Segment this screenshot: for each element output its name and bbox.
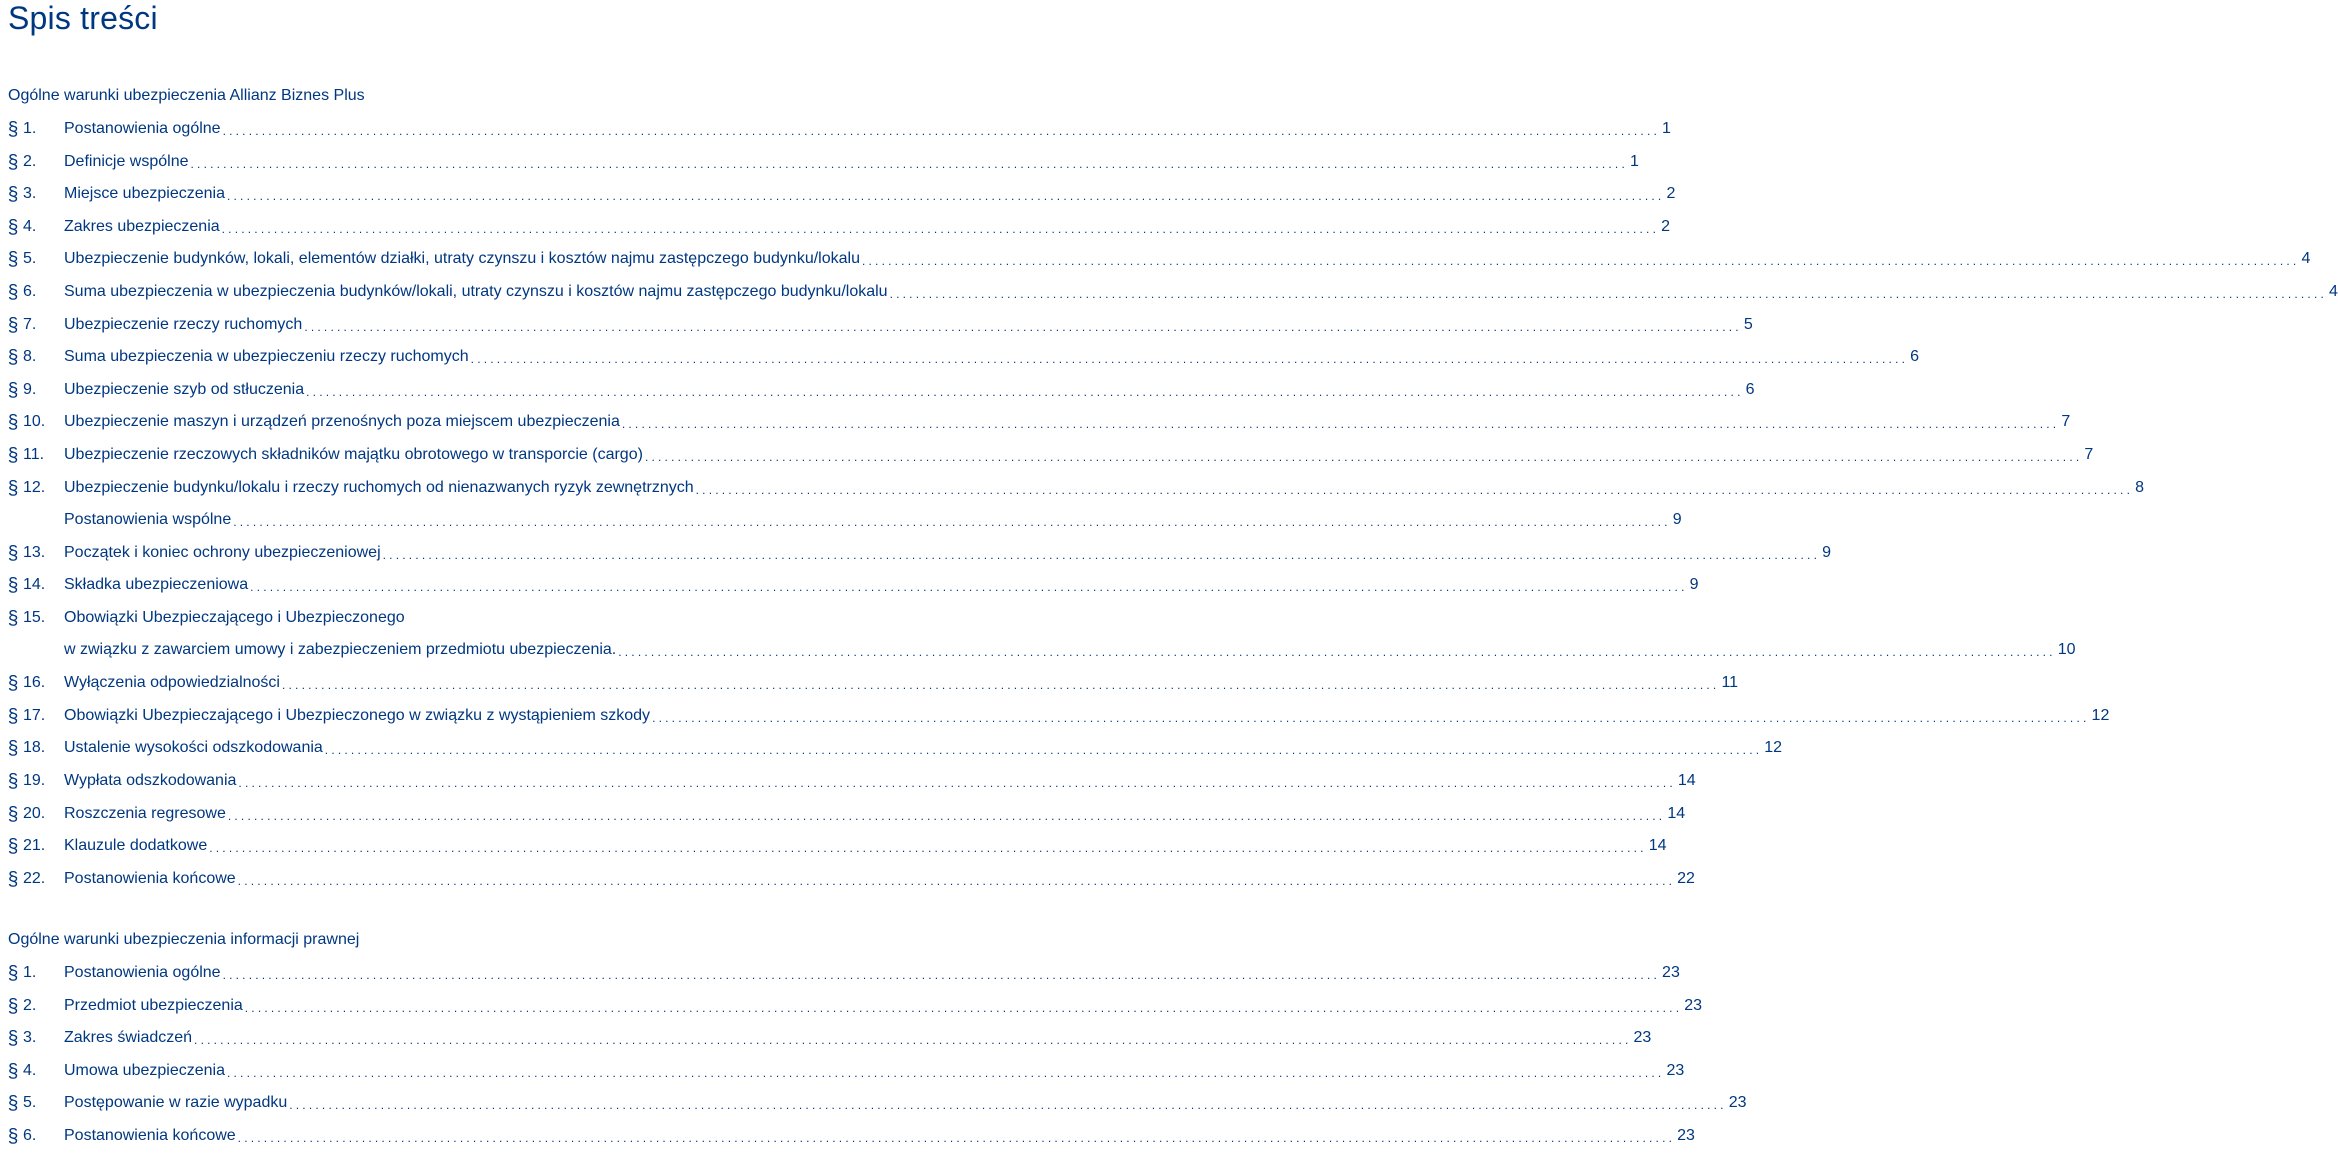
toc-entry-label: Suma ubezpieczenia w ubezpieczeniu rzeczy ruchomych [64,348,469,365]
toc-entry[interactable] [0,445,2094,477]
toc-entry-page: 4 [2301,250,2311,267]
toc-entry[interactable] [0,869,1695,901]
dot-leader: ............................................................................................................................................................................................................................ [227,809,1666,823]
toc-entry-number: 13. [23,544,46,561]
toc-entry-label: Postępowanie w razie wypadku [64,1094,288,1111]
toc-entry-page: 12 [1764,739,1783,756]
toc-entry-number: 11. [23,446,45,463]
toc-entry-page: 14 [1677,772,1696,789]
toc-entry-label: Ustalenie wysokości odszkodowania [64,739,323,756]
dot-leader: ............................................................................................................................................................................................................................ [382,548,1821,562]
section-symbol: § [7,836,19,857]
toc-entry[interactable] [0,510,1682,542]
toc-entry-label: Ubezpieczenie rzeczy ruchomych [64,316,303,333]
toc-entry-label: Klauzule dodatkowe [64,837,208,854]
toc-entry-number: 6. [23,1127,37,1144]
toc-entry-label: Ubezpieczenie budynku/lokalu i rzeczy ruchomych od nienazwanych ryzyk zewnętrznych [64,479,694,496]
toc-entry-page: 23 [1666,1062,1685,1079]
dot-leader: ............................................................................................................................................................................................................................ [470,352,1909,366]
toc-entry-number: 17. [23,707,46,724]
toc-entry-line [64,347,1920,367]
toc-entry-label: Przedmiot ubezpieczenia [64,997,243,1014]
toc-entry-number: 5. [23,1094,37,1111]
toc-entry-line [64,836,1667,856]
toc-entry-line [64,478,2145,498]
toc-entry-line [64,640,2076,660]
toc-entry-line [64,771,1696,791]
toc-entry-label: Wypłata odszkodowania [64,772,237,789]
toc-entry[interactable] [0,1028,1652,1060]
toc-entry-line [64,1126,1695,1146]
dot-leader: ............................................................................................................................................................................................................................ [618,645,2056,659]
toc-entry-label: Postanowienia ogólne [64,964,221,981]
toc-entry-page: 14 [1648,837,1667,854]
section-symbol: § [7,347,19,368]
dot-leader: ............................................................................................................................................................................................................................ [237,874,1676,888]
toc-entry-number: 1. [23,120,37,137]
toc-entry-line [64,412,2071,432]
toc-entry[interactable] [0,217,1671,249]
section-symbol: § [7,738,19,759]
dot-leader: ............................................................................................................................................................................................................................ [889,287,2328,301]
section-symbol: § [7,575,19,596]
section-symbol: § [7,184,19,205]
toc-entry-label: Definicje wspólne [64,153,189,170]
toc-entry-number: 8. [23,348,37,365]
toc-entry-label: w związku z zawarciem umowy i zabezpieczeniem przedmiotu ubezpieczenia. [64,641,617,658]
toc-entry[interactable] [0,706,2110,738]
section-symbol: § [7,315,19,336]
toc-entry-page: 10 [2057,641,2076,658]
toc-entry[interactable] [0,412,2071,444]
toc-entry[interactable] [0,347,1920,379]
dot-leader: ............................................................................................................................................................................................................................ [861,254,2300,268]
toc-entry-number: 3. [23,1029,37,1046]
toc-entry-number: 14. [23,576,46,593]
toc-entry-line [64,575,1699,595]
toc-entry-line [64,282,2338,302]
toc-entry-line [64,706,2110,726]
toc-entry-page: 6 [1910,348,1920,365]
toc-entry-page: 23 [1677,1127,1695,1144]
toc-entry-number: 16. [23,674,46,691]
dot-leader: ............................................................................................................................................................................................................................ [209,841,1647,855]
toc-entry-line [64,510,1682,530]
toc-entry-number: 4. [23,1062,37,1079]
toc-entry-number: 1. [23,964,37,981]
toc-entry-line [64,249,2311,269]
toc-entry-page: 5 [1743,316,1753,333]
toc-entry[interactable] [0,152,1639,184]
toc-entry-line [64,996,1703,1016]
toc-entry-page: 23 [1684,997,1703,1014]
dot-leader: ............................................................................................................................................................................................................................ [226,189,1665,203]
toc-entry-page: 22 [1677,870,1695,887]
toc-entry[interactable] [0,478,2145,510]
toc-entry-line [64,445,2094,465]
toc-entry-page: 14 [1667,805,1686,822]
toc-entry[interactable] [0,771,1696,803]
toc-entry-page: 8 [2135,479,2145,496]
toc-entry[interactable] [0,608,2076,659]
section-symbol: § [7,282,19,303]
toc-entry-label-line1: Obowiązki Ubezpieczającego i Ubezpieczonego [64,609,405,626]
toc-entry[interactable] [0,575,1699,607]
toc-entry[interactable] [0,249,2311,281]
toc-entry-number: 4. [23,218,37,235]
toc-entry-number: 15. [23,609,46,626]
toc-entry-label: Postanowienia końcowe [64,1127,236,1144]
toc-entry-label: Zakres świadczeń [64,1029,193,1046]
dot-leader: ............................................................................................................................................................................................................................ [281,678,1720,692]
dot-leader: ............................................................................................................................................................................................................................ [190,157,1628,171]
toc-entry-page: 23 [1662,964,1680,981]
toc-entry-line [64,673,1739,693]
dot-leader: ............................................................................................................................................................................................................................ [652,711,2090,725]
section-symbol: § [7,706,19,727]
toc-entry-page: 9 [1689,576,1699,593]
dot-leader: ............................................................................................................................................................................................................................ [194,1033,1632,1047]
toc-entry[interactable] [0,1126,1695,1158]
toc-entry-line [64,804,1686,824]
toc-entry-page: 4 [2329,283,2338,300]
section-symbol: § [7,771,19,792]
dot-leader: ............................................................................................................................................................................................................................ [289,1098,1727,1112]
toc-entry[interactable] [0,673,1739,705]
dot-leader: ............................................................................................................................................................................................................................ [226,1066,1665,1080]
toc-entry-page: 11 [1721,674,1739,691]
section-symbol: § [7,380,19,401]
dot-leader: ............................................................................................................................................................................................................................ [222,124,1661,138]
toc-entry-number: 21. [23,837,46,854]
section-symbol: § [7,608,19,629]
section-symbol: § [7,1126,19,1147]
toc-entry-number: 22. [23,870,46,887]
toc-entry-page: 2 [1666,185,1676,202]
toc-entry-page: 2 [1661,218,1671,235]
toc-entry-line [64,738,1783,758]
toc-entry-page: 6 [1745,381,1755,398]
toc-entry-number: 2. [23,153,37,170]
toc-entry[interactable] [0,963,1680,995]
toc-entry-line [64,869,1695,889]
toc-entry-label: Zakres ubezpieczenia [64,218,220,235]
toc-entry[interactable] [0,184,1676,216]
toc-entry-line [64,119,1671,139]
dot-leader: ............................................................................................................................................................................................................................ [306,385,1744,399]
toc-entry-label: Początek i koniec ochrony ubezpieczeniowej [64,544,381,561]
toc-entry-label: Postanowienia ogólne [64,120,221,137]
toc-entry-number: 3. [23,185,37,202]
section-symbol: § [7,963,19,984]
toc-entry[interactable] [0,738,1783,770]
toc-entry-page: 23 [1633,1029,1652,1046]
toc-entry-line [64,963,1680,983]
toc-entry-number: 10. [23,413,46,430]
toc-entry-number: 9. [23,381,37,398]
dot-leader: ............................................................................................................................................................................................................................ [304,320,1742,334]
dot-leader: ............................................................................................................................................................................................................................ [250,580,1688,594]
section-symbol: § [7,249,19,270]
dot-leader: ............................................................................................................................................................................................................................ [237,1131,1676,1145]
toc-entry[interactable] [0,804,1686,836]
toc-entry-line [64,184,1676,204]
toc-entry[interactable] [0,1061,1685,1093]
section-heading: Ogólne warunki ubezpieczenia Allianz Biznes Plus [8,87,365,104]
section-symbol: § [7,119,19,140]
section-symbol: § [7,1061,19,1082]
toc-entry-number: 5. [23,250,37,267]
toc-entry-label: Roszczenia regresowe [64,805,226,822]
toc-entry-line [64,315,1753,335]
toc-entry-line [64,1028,1652,1048]
toc-entry-label: Wyłączenia odpowiedzialności [64,674,280,691]
toc-entry-label: Ubezpieczenie rzeczowych składników majątku obrotowego w transporcie (cargo) [64,446,643,463]
dot-leader: ............................................................................................................................................................................................................................ [233,515,1671,529]
section-symbol: § [7,1093,19,1114]
toc-entry-line [64,152,1639,172]
toc-entry[interactable] [0,543,1832,575]
section-symbol: § [7,804,19,825]
section-symbol: § [7,412,19,433]
toc-entry[interactable] [0,282,2338,314]
toc-entry-label: Miejsce ubezpieczenia [64,185,225,202]
dot-leader: ............................................................................................................................................................................................................................ [324,743,1763,757]
toc-entry-label: Postanowienia końcowe [64,870,236,887]
toc-entry-label: Składka ubezpieczeniowa [64,576,249,593]
toc-entry-page: 7 [2084,446,2094,463]
toc-entry-label: Ubezpieczenie szyb od stłuczenia [64,381,305,398]
section-symbol: § [7,217,19,238]
dot-leader: ............................................................................................................................................................................................................................ [244,1001,1683,1015]
toc-entry-label: Umowa ubezpieczenia [64,1062,225,1079]
section-symbol: § [7,869,19,890]
section-symbol: § [7,445,19,466]
dot-leader: ............................................................................................................................................................................................................................ [221,222,1660,236]
toc-entry-label: Ubezpieczenie maszyn i urządzeń przenośnych poza miejscem ubezpieczenia [64,413,620,430]
dot-leader: ............................................................................................................................................................................................................................ [238,776,1676,790]
toc-entry-number: 7. [23,316,37,333]
toc-entry[interactable] [0,996,1703,1028]
toc-entry-label: Obowiązki Ubezpieczającego i Ubezpieczonego w związku z wystąpieniem szkody [64,707,651,724]
toc-entry-line [64,1061,1685,1081]
section-symbol: § [7,673,19,694]
toc-entry-number: 18. [23,739,46,756]
toc-entry-number: 12. [23,479,46,496]
toc-entry-number: 2. [23,997,37,1014]
toc-entry-number: 19. [23,772,46,789]
dot-leader: ............................................................................................................................................................................................................................ [695,483,2134,497]
toc-entry-page: 9 [1672,511,1682,528]
section-symbol: § [7,478,19,499]
toc-entry-line [64,217,1671,237]
section-symbol: § [7,1028,19,1049]
toc-entry-page: 1 [1662,120,1671,137]
section-heading: Ogólne warunki ubezpieczenia informacji prawnej [8,931,360,948]
toc-entry-line [64,543,1832,563]
toc-entry-number: 6. [23,283,37,300]
toc-entry-page: 12 [2091,707,2110,724]
section-symbol: § [7,152,19,173]
toc-entry-line [64,380,1755,400]
toc-entry-number: 20. [23,805,46,822]
toc-entry-page: 7 [2061,413,2071,430]
toc-entry-page: 1 [1630,153,1639,170]
toc-entry-line [64,1093,1747,1113]
toc-entry-label: Suma ubezpieczenia w ubezpieczenia budynków/lokali, utraty czynszu i kosztów najmu zastępczego budynku/lokalu [64,283,888,300]
toc-entry-label: Postanowienia wspólne [64,511,232,528]
dot-leader: ............................................................................................................................................................................................................................ [621,417,2060,431]
toc-entry-page: 9 [1822,544,1832,561]
toc-entry[interactable] [0,1093,1747,1125]
toc-entry-page: 23 [1728,1094,1747,1111]
section-symbol: § [7,996,19,1017]
toc-entry-label: Ubezpieczenie budynków, lokali, elementów działki, utraty czynszu i kosztów najmu zastępczego budynku/lokalu [64,250,860,267]
dot-leader: ............................................................................................................................................................................................................................ [222,968,1661,982]
toc-entry[interactable] [0,836,1667,868]
toc-entry[interactable] [0,380,1755,412]
toc-entry[interactable] [0,315,1753,347]
toc-entry[interactable] [0,119,1671,151]
dot-leader: ............................................................................................................................................................................................................................ [644,450,2083,464]
page-title: Spis treści [8,0,158,36]
section-symbol: § [7,543,19,564]
